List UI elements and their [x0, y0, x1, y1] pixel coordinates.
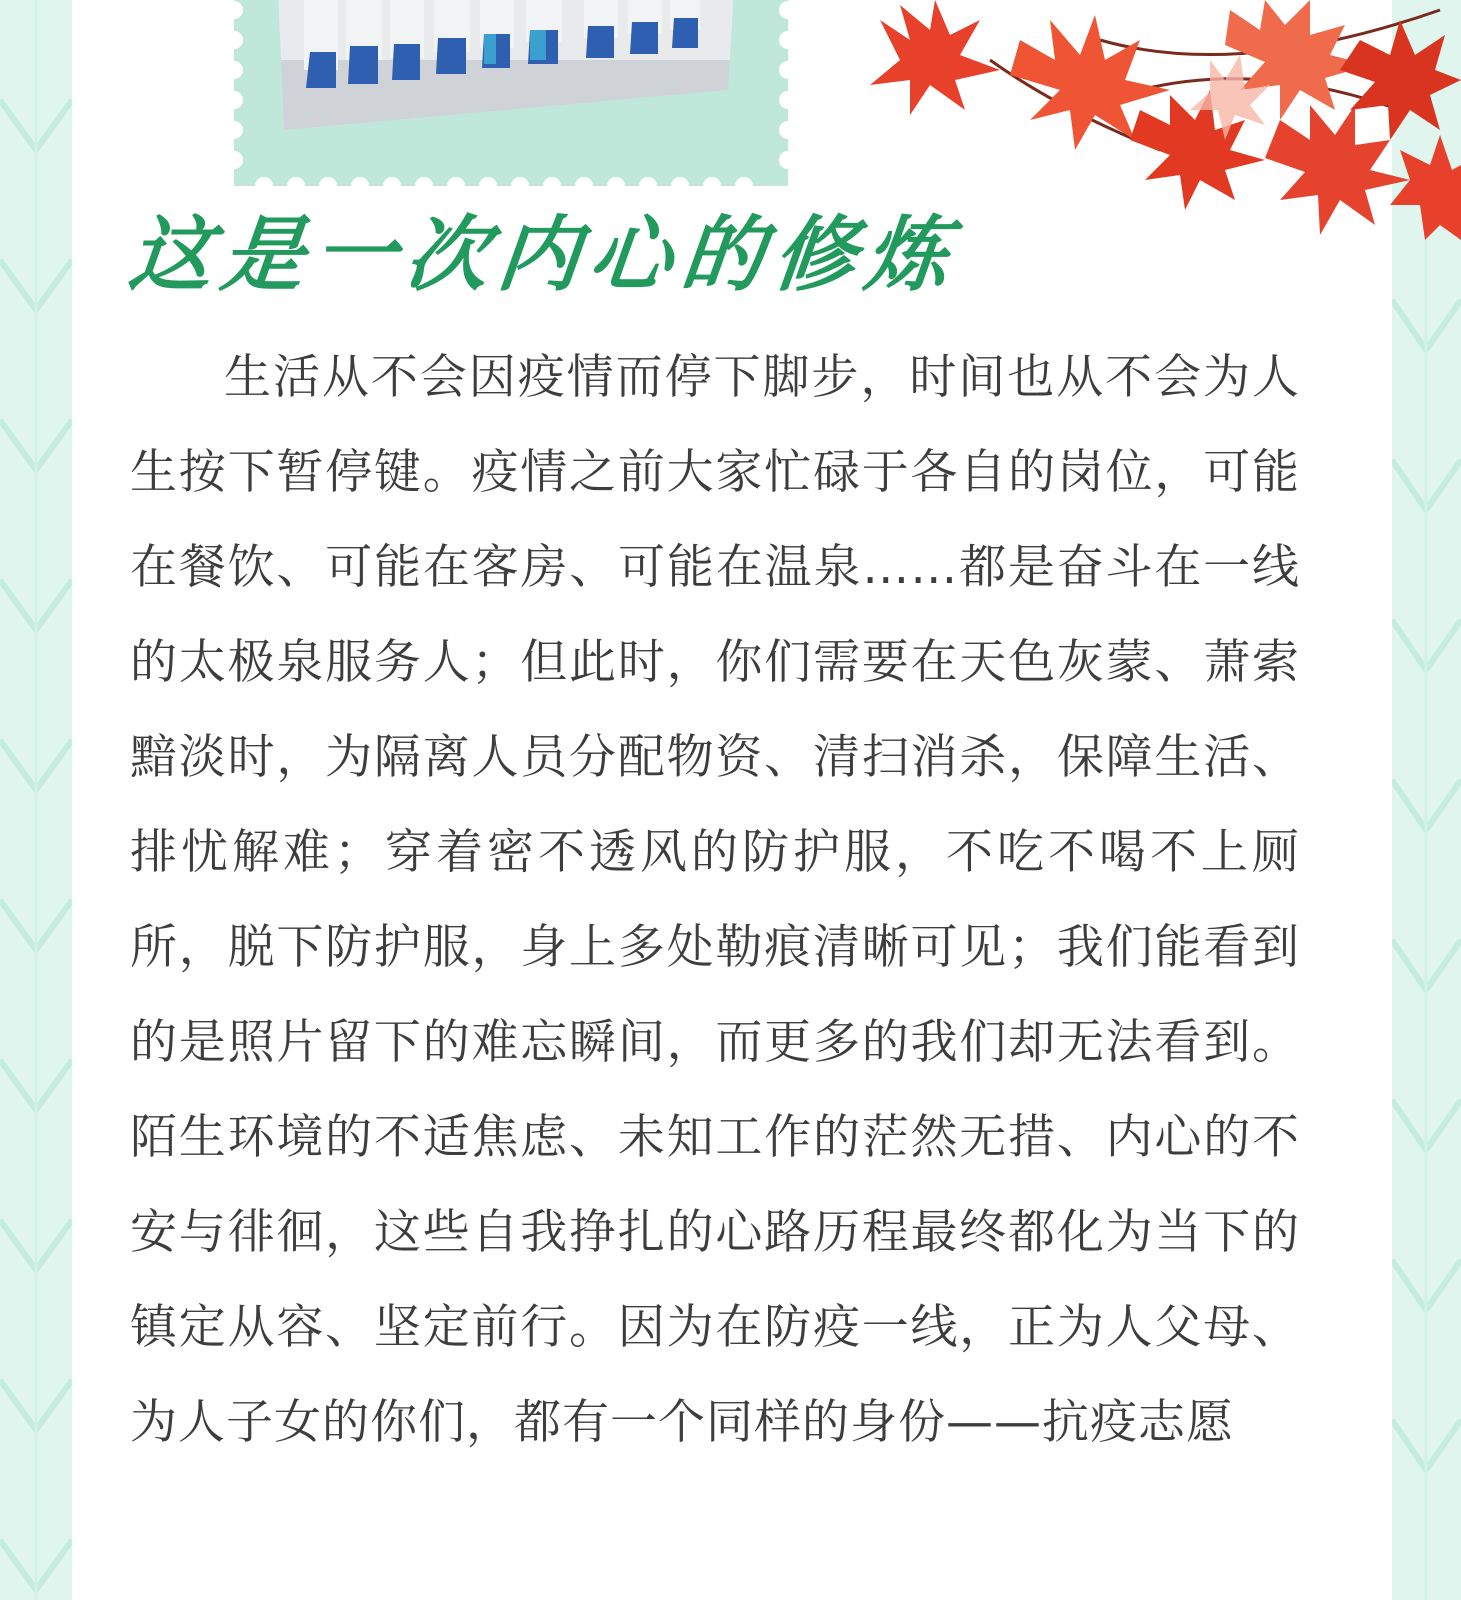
- stamp-photo: [234, 0, 788, 186]
- article-body-paragraph: 生活从不会因疫情而停下脚步，时间也从不会为人生按下暂停键。疫情之前大家忙碌于各自的岗位，可能在餐饮、可能在客房、可能在温泉……都是奋斗在一线的太极泉服务人；但此时，你们需要在天色灰蒙、萧索黯淡时，为隔离人员分配物资、清扫消杀，保障生活、排忧解难；穿着密不透风的防护服，不吃不喝不上厕所，脱下防护服，身上多处勒痕清晰可见；我们能看到的是照片留下的难忘瞬间，而更多的我们却无法看到。陌生环境的不适焦虑、未知工作的茫然无措、内心的不安与徘徊，这些自我挣扎的心路历程最终都化为当下的镇定从容、坚定前行。因为在防疫一线，正为人父母、为人子女的你们，都有一个同样的身份——抗疫志愿: [130, 350, 1300, 1450]
- maple-leaves-decoration: [840, 0, 1461, 240]
- left-chevron-pattern: [0, 0, 72, 1600]
- right-chevron-pattern: [1392, 0, 1461, 1600]
- section-heading: 这是一次内心的修炼: [124, 207, 964, 303]
